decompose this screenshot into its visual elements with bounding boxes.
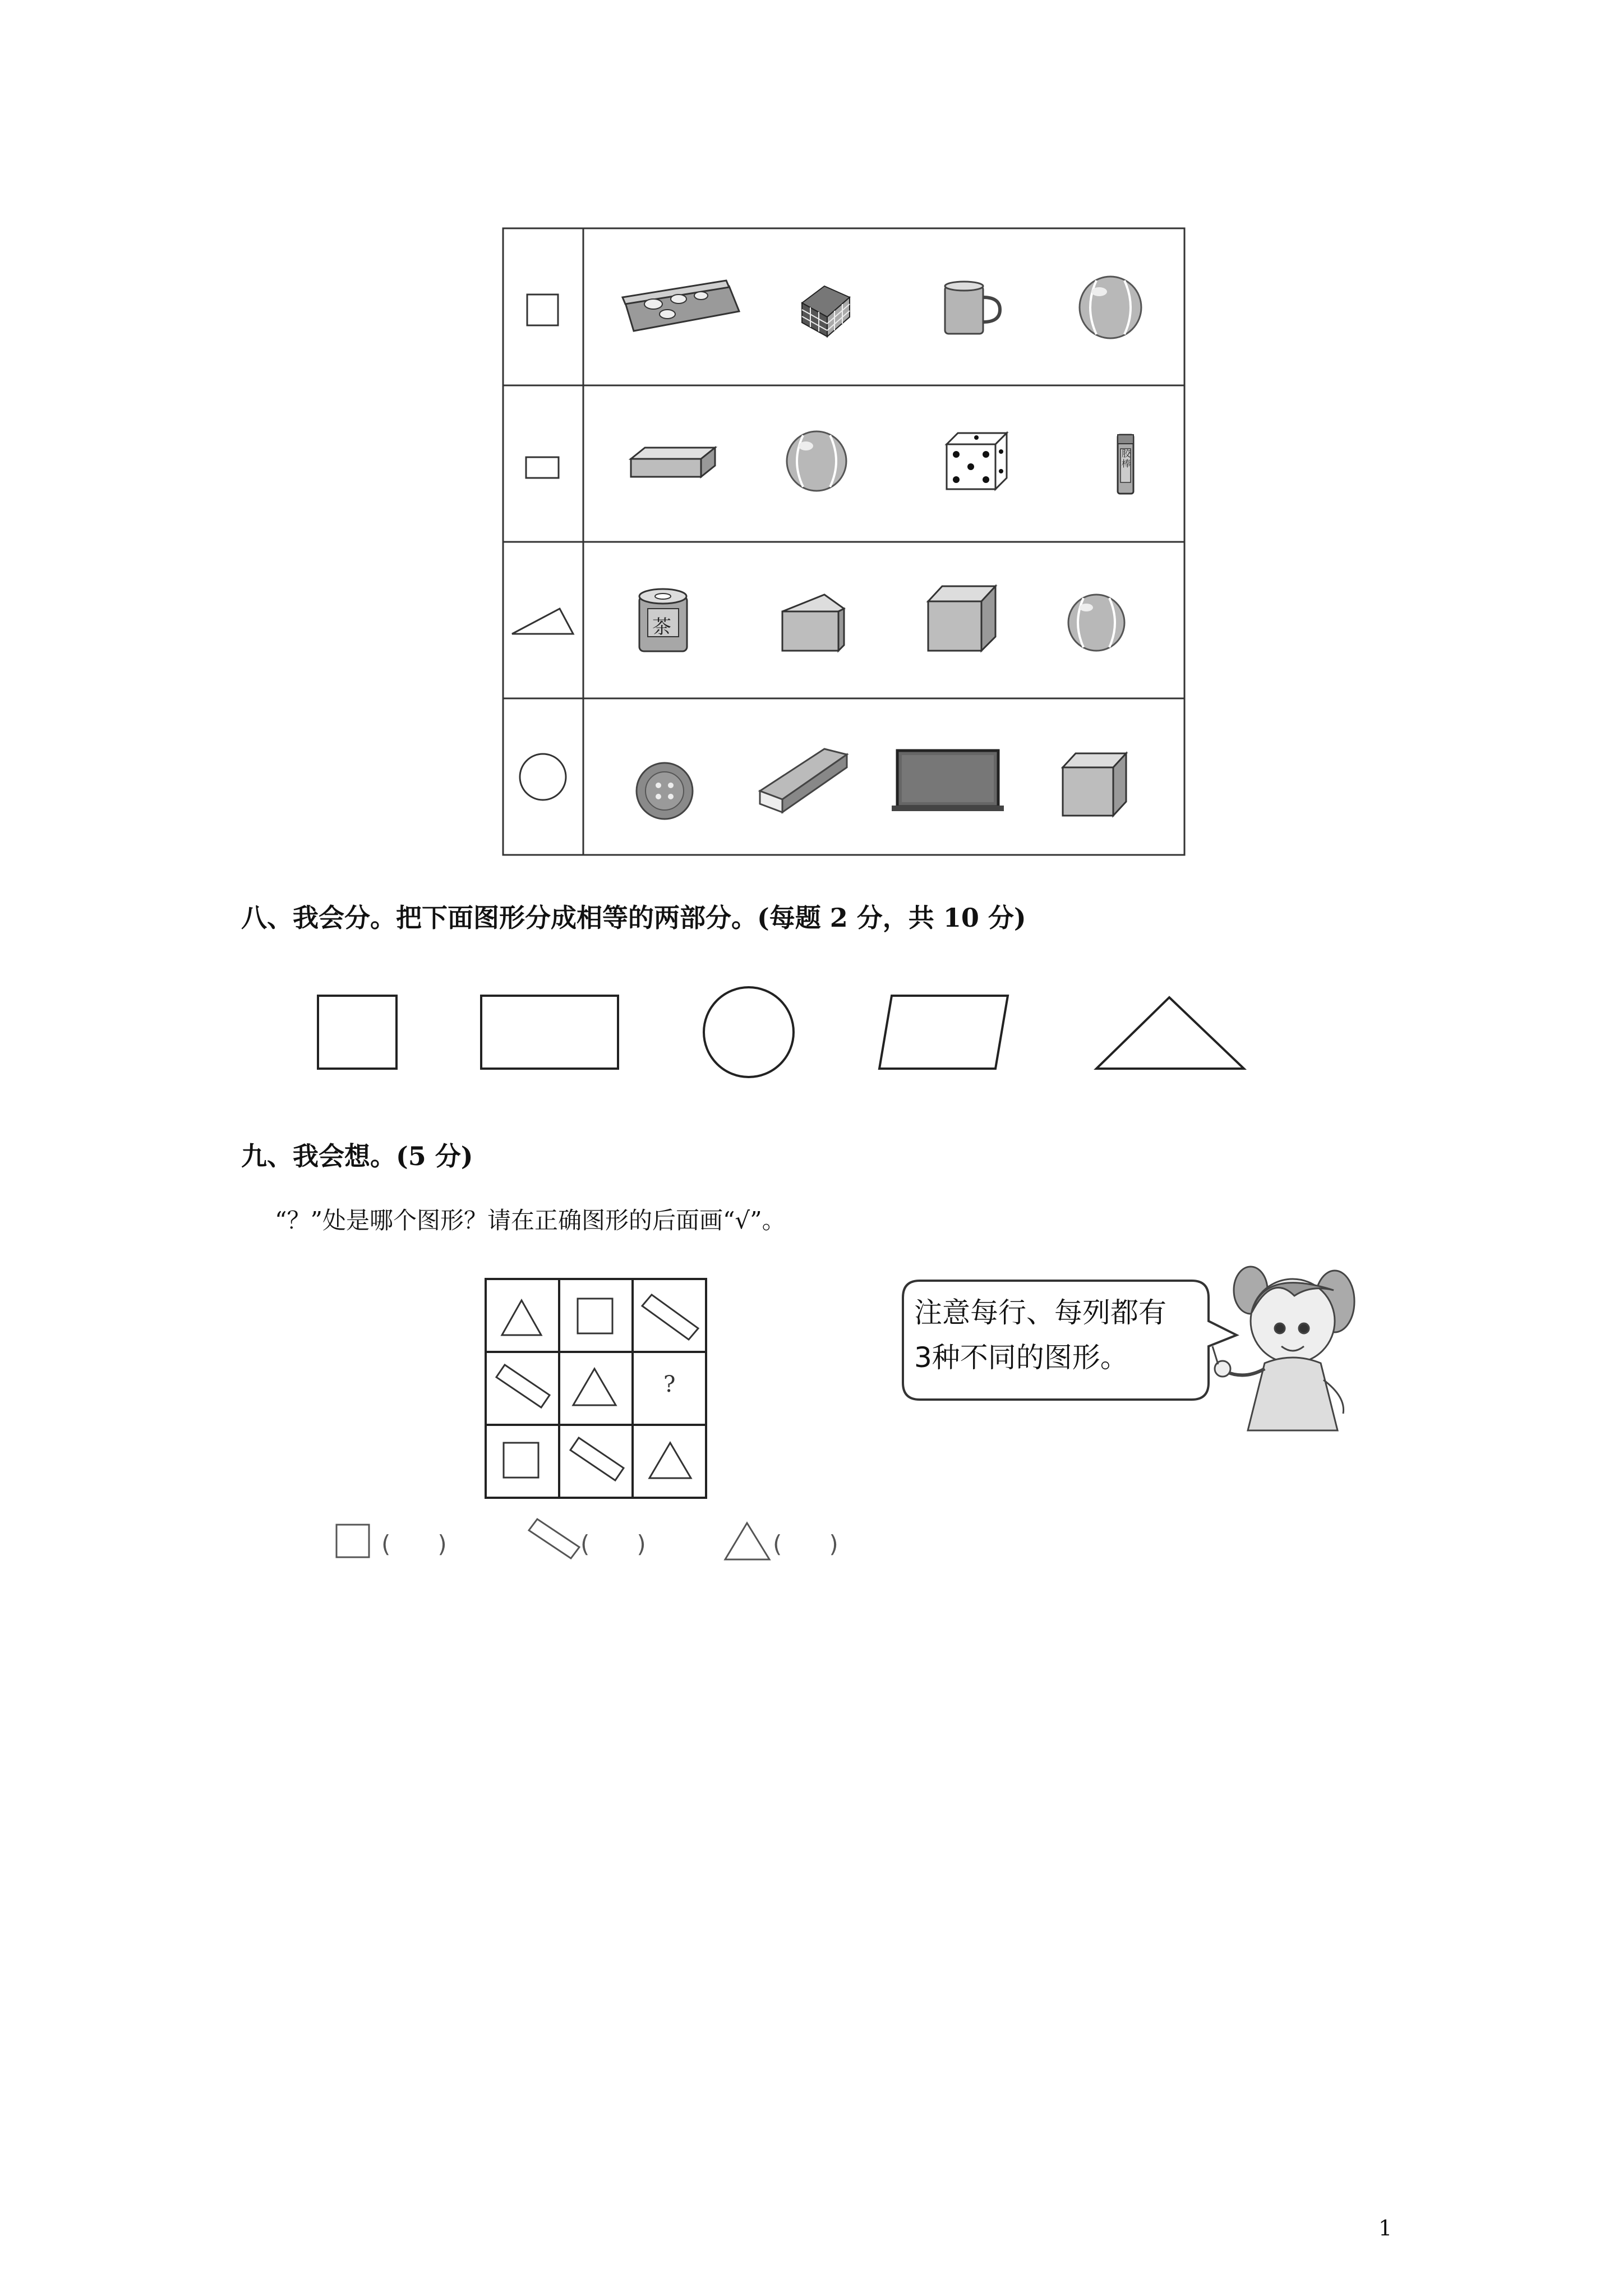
section8-heading: 八、我会分。把下面图形分成相等的两部分。(每题 2 分，共 10 分)	[241, 903, 1026, 933]
grid-r1c2-square	[578, 1299, 612, 1333]
grid-r2c1-tilted-rectangle	[496, 1365, 550, 1407]
option-triangle-shape	[725, 1523, 769, 1559]
option-tilted-rectangle-answer[interactable]: ( )	[580, 1530, 646, 1558]
bubble-line-1: 注意每行、每列都有	[914, 1296, 1166, 1329]
girl-illustration	[1212, 1267, 1354, 1430]
option-square-shape	[336, 1525, 369, 1557]
grid-r3c3-triangle	[649, 1443, 691, 1478]
option-triangle-answer[interactable]: ( )	[773, 1530, 838, 1558]
grid-r3c1-square	[504, 1443, 538, 1478]
section9-heading: 九、我会想。(5 分)	[241, 1141, 473, 1171]
option-tilted-rectangle-shape	[529, 1519, 579, 1558]
bubble-line-2: 3种不同的图形。	[914, 1341, 1128, 1374]
page-number: 1	[1378, 2216, 1393, 2240]
tea-label: 茶	[652, 616, 671, 638]
option-square-answer[interactable]: ( )	[381, 1530, 447, 1558]
glue-label: 胶棒	[1122, 448, 1131, 469]
bubble-text	[914, 1290, 1206, 1380]
grid-r1c1-triangle	[502, 1300, 541, 1335]
grid-r2c2-triangle	[573, 1369, 616, 1405]
section9-question: “？”处是哪个图形？请在正确图形的后面画“√”。	[275, 1207, 786, 1234]
grid-r1c3-tilted-rectangle	[642, 1295, 698, 1340]
grid-unknown-mark: ?	[663, 1372, 676, 1397]
grid-r3c2-tilted-rectangle	[570, 1438, 624, 1480]
